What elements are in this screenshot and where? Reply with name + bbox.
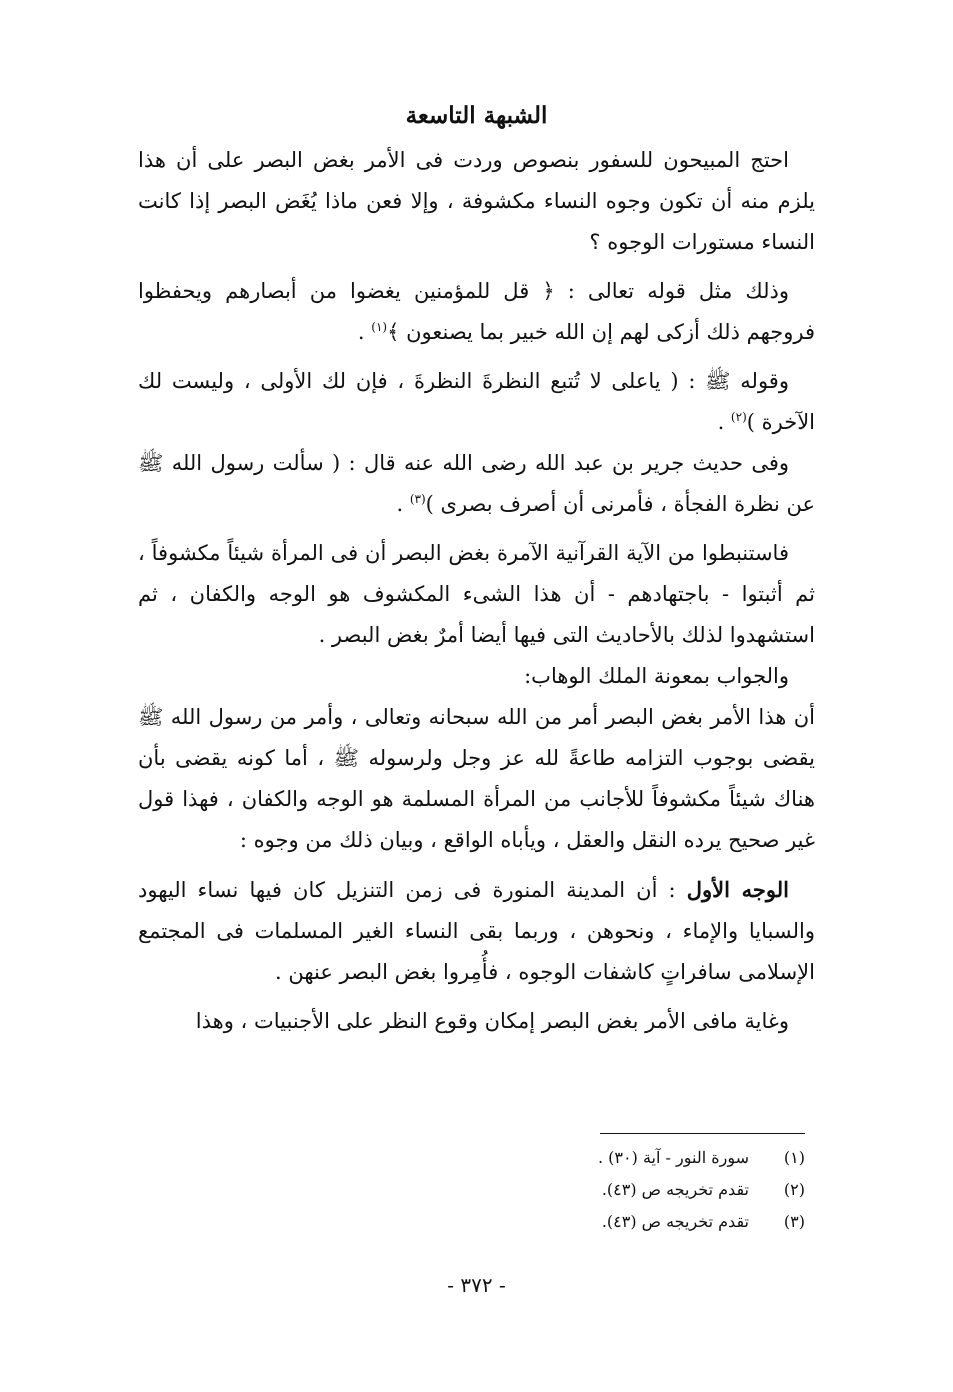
paragraph-first-aspect (138, 869, 815, 993)
footnote-item (145, 1174, 805, 1206)
first-aspect-label: الوجه الأول (686, 877, 789, 902)
footnote-ref-3: (٣) (409, 492, 426, 506)
footnote-text: تقدم تخريجه ص (٤٣). (601, 1180, 749, 1199)
footnote-ref-1: (١) (371, 320, 388, 334)
paragraph-hadith-jarir (138, 443, 815, 525)
paragraph-hadith-ali (138, 361, 815, 443)
hadith-text: وفى حديث جرير بن عبد الله رضى الله عنه قال : ( سألت رسول الله ﷺ عن نظرة الفجأة ، فأمرنى أن أصرف بصرى ) (138, 451, 815, 516)
paragraph-quran-verse (138, 271, 815, 353)
paragraph-inference: فاستنبطوا من الآية القرآنية الآمرة بغض البصر أن فى المرأة شيئاً مكشوفاً ، ثم أثبتوا - باجتهادهم - أن هذا الشىء المكشوف هو الوجه والكفان ، ثم استشهدوا لذلك بالأحاديث التى فيها أيضا أمرٌ بغض البصر . (138, 541, 815, 647)
footnote-ref-2: (٢) (730, 410, 747, 424)
footnote-separator (600, 1133, 805, 1134)
paragraph-answer-intro: والجواب بمعونة الملك الوهاب: (524, 664, 789, 688)
footnote-item (145, 1206, 805, 1238)
sentence-end: . (717, 410, 731, 434)
paragraph-continuation: وغاية مافى الأمر بغض البصر إمكان وقوع النظر على الأجنبيات ، وهذا (195, 1009, 789, 1033)
footnote-text: تقدم تخريجه ص (٤٣). (601, 1212, 749, 1231)
footnote-text: سورة النور - آية (٣٠) . (598, 1148, 749, 1167)
paragraph-answer: أن هذا الأمر بغض البصر أمر من الله سبحانه وتعالى ، وأمر من رسول الله ﷺ يقضى بوجوب التزامه طاعةً لله عز وجل ولرسوله ﷺ ، أما كونه يقضى بأن هناك شيئاً مكشوفاً للأجانب من المرأة المسلمة هو الوجه والكفان ، فهذا قول غير صحيح يرده النقل والعقل ، ويأباه الواقع ، وبيان ذلك من وجوه : (138, 705, 815, 852)
hadith-text: وقوله ﷺ : ( ياعلى لا تُتبع النظرةَ النظرةَ ، فإن لك الأولى ، وليست لك الآخرة ) (138, 369, 815, 434)
footnotes (145, 1142, 805, 1238)
paragraph-claim: احتج المبيحون للسفور بنصوص وردت فى الأمر بغض البصر على أن هذا يلزم منه أن تكون وجوه النساء مكشوفة ، وإلا فعن ماذا يُغَض البصر إذا كانت النساء مستورات الوجوه ؟ (138, 148, 815, 254)
verse-text: وذلك مثل قوله تعالى : ﴿ قل للمؤمنين يغضوا من أبصارهم ويحفظوا فروجهم ذلك أزكى لهم إن الله خبير بما يصنعون ﴾ (138, 279, 815, 344)
sentence-end: . (357, 320, 372, 344)
page-number: - ٣٧٢ - (447, 1273, 506, 1297)
section-heading: الشبهة التاسعة (405, 102, 548, 129)
body-text (138, 140, 815, 1050)
footnote-number: (٢) (783, 1180, 805, 1199)
footnote-number: (٣) (783, 1212, 805, 1231)
first-aspect-text: : أن المدينة المنورة فى زمن التنزيل كان فيها نساء اليهود والسبايا والإماء ، ونحوهن ، وربما بقى النساء الغير المسلمات فى المجتمع الإسلامى سافراتٍ كاشفات الوجوه ، فأُمِروا بغض البصر عنهن . (138, 878, 815, 984)
sentence-end: . (396, 492, 410, 516)
footnote-item (145, 1142, 805, 1174)
footnote-number: (١) (783, 1148, 805, 1167)
